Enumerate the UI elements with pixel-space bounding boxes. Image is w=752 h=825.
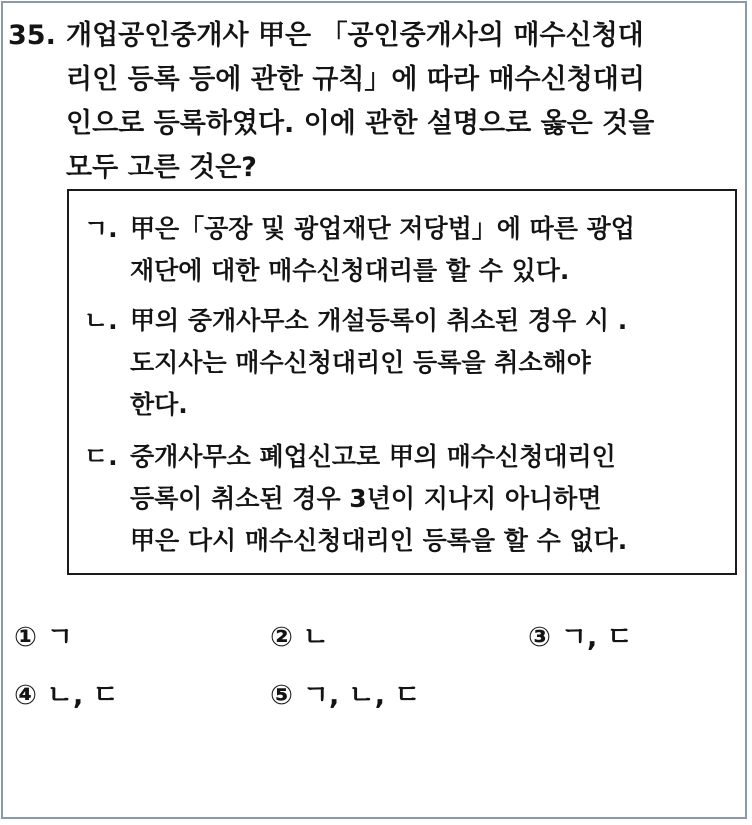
question-number: 35. [8, 20, 56, 51]
choice-5[interactable] [270, 676, 420, 716]
statement-c-line-3: 甲은 다시 매수신청대리인 등록을 할 수 없다. [130, 526, 628, 555]
choice-1[interactable] [14, 618, 73, 658]
statement-a-line-1: 甲은「공장 및 광업재단 저당법」에 따른 광업 [130, 214, 635, 243]
question-text-line-4: 모두 고른 것은? [66, 152, 257, 183]
choice-5-number: ⑤ [270, 680, 293, 711]
statement-c-line-1: 중개사무소 폐업신고로 甲의 매수신청대리인 [130, 442, 616, 471]
statement-c-mark: ㄷ. [84, 442, 118, 471]
statement-b-line-3: 한다. [130, 390, 188, 419]
choice-5-text: ㄱ, ㄴ, ㄷ [302, 680, 421, 711]
choice-2-number: ② [270, 622, 293, 653]
choice-2[interactable] [270, 618, 329, 658]
statement-a-line-2: 재단에 대한 매수신청대리를 할 수 있다. [130, 256, 570, 285]
choice-4[interactable] [14, 676, 119, 716]
choice-1-text: ㄱ [46, 622, 73, 653]
choice-1-number: ① [14, 622, 37, 653]
statement-b-line-1: 甲의 중개사무소 개설등록이 취소된 경우 시 . [130, 306, 628, 335]
question-text-line-1: 개업공인중개사 甲은 「공인중개사의 매수신청대 [66, 20, 644, 51]
choice-2-text: ㄴ [302, 622, 329, 653]
choice-3-text: ㄱ, ㄷ [560, 622, 633, 653]
question-text-line-3: 인으로 등록하였다. 이에 관한 설명으로 옳은 것을 [66, 108, 655, 139]
statement-a-mark: ㄱ. [84, 214, 118, 243]
choice-3-number: ③ [528, 622, 551, 653]
statement-b-line-2: 도지사는 매수신청대리인 등록을 취소해야 [130, 348, 591, 377]
statement-b-mark: ㄴ. [84, 306, 118, 335]
question-text-line-2: 리인 등록 등에 관한 규칙」에 따라 매수신청대리 [66, 64, 645, 95]
choice-4-text: ㄴ, ㄷ [46, 680, 119, 711]
choice-4-number: ④ [14, 680, 37, 711]
statement-c-line-2: 등록이 취소된 경우 3년이 지나지 아니하면 [130, 484, 602, 513]
choice-3[interactable] [528, 618, 633, 658]
